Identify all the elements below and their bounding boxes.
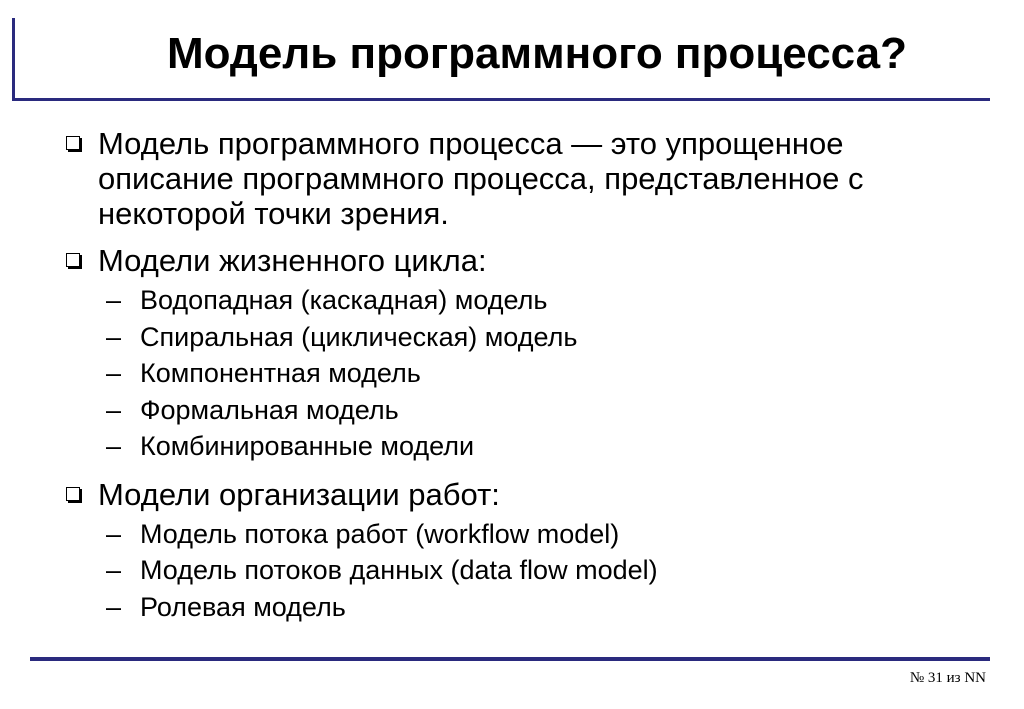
list-item: – Модель потоков данных (data flow model) bbox=[106, 552, 982, 589]
list-item: – Модель потока работ (workflow model) bbox=[106, 516, 982, 553]
slide-content bbox=[62, 126, 982, 625]
dash-icon: – bbox=[106, 358, 122, 388]
dash-icon: – bbox=[106, 321, 122, 352]
bullet-text: Модель программного процесса — это упрощенное описание программного процесса, представленное с некоторой точки зрения. bbox=[98, 126, 864, 231]
list-item: – Спиральная (циклическая) модель bbox=[106, 319, 982, 356]
dash-icon: – bbox=[106, 431, 122, 461]
checkbox-bullet-icon bbox=[66, 136, 80, 150]
dash-icon: – bbox=[106, 518, 122, 549]
page-number: № 31 из NN bbox=[909, 670, 986, 686]
bullet-text: Модели организации работ: bbox=[98, 476, 500, 512]
checkbox-bullet-icon bbox=[66, 253, 80, 267]
lifecycle-models-list bbox=[62, 282, 982, 465]
work-organization-models-list bbox=[62, 516, 982, 626]
slide-title: Модель программного процесса? bbox=[166, 29, 908, 78]
list-item: – Формальная модель bbox=[106, 392, 982, 429]
dash-icon: – bbox=[106, 555, 122, 585]
checkbox-bullet-icon bbox=[66, 487, 80, 501]
dash-icon: – bbox=[106, 591, 122, 622]
list-item: – Комбинированные модели bbox=[106, 428, 982, 465]
dash-icon: – bbox=[106, 285, 122, 315]
dash-icon: – bbox=[106, 394, 122, 425]
bullet-process-model bbox=[62, 126, 982, 231]
list-item: – Водопадная (каскадная) модель bbox=[106, 282, 982, 319]
title-underline-rule bbox=[12, 98, 990, 101]
list-item: – Компонентная модель bbox=[106, 355, 982, 392]
list-item: – Ролевая модель bbox=[106, 589, 982, 626]
bullet-lifecycle-models bbox=[62, 243, 982, 278]
bullet-work-organization-models bbox=[62, 477, 982, 512]
bullet-text: Модели жизненного цикла: bbox=[98, 243, 487, 278]
footer-rule bbox=[30, 657, 990, 661]
